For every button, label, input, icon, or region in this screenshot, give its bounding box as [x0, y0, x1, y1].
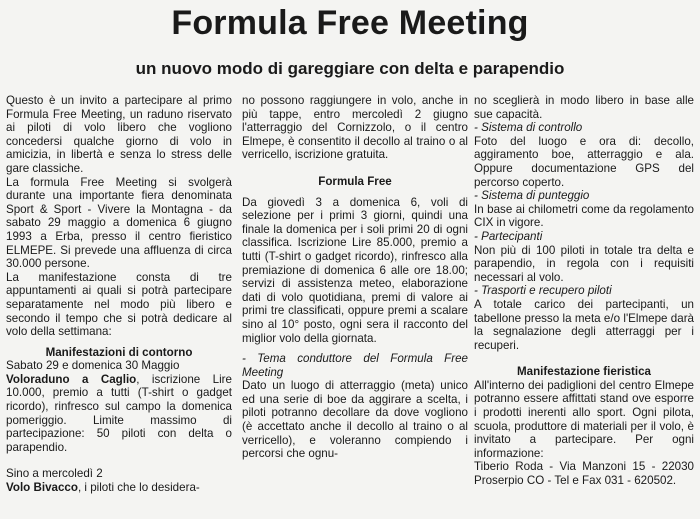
controllo-paragraph: Foto del luogo e ora di: decollo, aggiramento boe, atterraggio e ala. Oppure documentazione GPS del percorso coperto.: [474, 134, 694, 189]
formula-free-paragraph: Da giovedì 3 a domenica 6, voli di selezione per i primi 3 giorni, quindi una finale la domenica per i soli primi 20 di ogni classifica. Iscrizione Lire 85.000, premio a tutti (T-shirt o gadget ricordo), rinfresco alla premiazione di domenica 6 alle ore 18.00; servizi di assistenza meteo, elaborazione dati di volo quotidiana, premi di valore ai primi tre classificati, oppure premi a scalare sino al 10° posto, ogni sera il racconto del miglior volo della giornata.: [242, 195, 468, 345]
bivacco-text: , i piloti che lo desidera-: [77, 481, 200, 495]
appointments-paragraph: La manifestazione consta di tre appuntamenti ai quali si potrà partecipare separatamente nel modo più libero e secondo il tempo che si potrà dedicare al volo della settimana:: [6, 270, 232, 339]
fair-paragraph: La formula Free Meeting si svolgerà durante una importante fiera denominata Sport & Sport - Vivere la Montagna - da sabato 29 maggio a domenica 6 giugno 1993 a Erba, presso il centro fieristico ELMEPE. Si prevede una affluenza di circa 30.000 persone.: [6, 175, 232, 271]
article-subtitle: un nuovo modo di gareggiare con delta e parapendio: [135, 59, 565, 78]
column-2: [242, 94, 468, 461]
caglio-dates: Sabato 29 e domenica 30 Maggio: [6, 359, 180, 373]
intro-paragraph: Questo è un invito a partecipare al primo Formula Free Meeting, un raduno riservato ai piloti di volo libero che vogliono concedersi qualche giorno di volo in amicizia, in libertà e senza lo stress delle gare classiche.: [6, 94, 232, 175]
contact-info: Tiberio Roda - Via Manzoni 15 - 22030 Proserpio CO - Tel e Fax 031 - 620502.: [474, 460, 694, 488]
column-3: [474, 94, 694, 488]
article-title: Formula Free Meeting: [171, 4, 529, 42]
tema-paragraph: Dato un luogo di atterraggio (meta) unico ed una serie di boe da aggirare a scelta, i piloti potranno decollare da dove vogliono (è accettato anche il decollo al traino o al verricello), e voleranno compiendo i percorsi che ognu-: [242, 379, 468, 461]
tema-continued: no sceglierà in modo libero in base alle sue capacità.: [474, 94, 694, 121]
bivacco-dates: Sino a mercoledì 2: [6, 467, 103, 481]
controllo-subheading: - Sistema di controllo: [474, 121, 583, 135]
caglio-paragraph: [6, 373, 232, 455]
trasporti-paragraph: A totale carico dei partecipanti, un tabellone presso la meta e/o l'Elmepe darà la segnalazione degli atterraggi per i recuperi.: [474, 297, 694, 352]
caglio-text: , iscrizione Lire 10.000, premio a tutti (T-shirt o gadget ricordo), rinfresco sul campo la domenica pomeriggio. Limite massimo di partecipazione: 50 piloti con delta o parapendio.: [6, 372, 232, 454]
heading-fieristica: Manifestazione fieristica: [516, 365, 651, 379]
fieristica-paragraph: All'interno dei padiglioni del centro Elmepe potranno essere affittati stand ove esporre i prodotti inerenti allo sport. Ogni pilota, scuola, produttore di materiali per il volo, è invitato a partecipare. Per ogni informazione:: [474, 378, 694, 460]
heading-contorno: Manifestazioni di contorno: [45, 345, 193, 359]
column-1: [6, 94, 232, 495]
punteggio-subheading: - Sistema di punteggio: [474, 189, 590, 203]
bivacco-paragraph: [6, 481, 232, 495]
partecipanti-subheading: - Partecipanti: [474, 229, 543, 243]
bivacco-continued: no possono raggiungere in volo, anche in più tappe, entro mercoledì 2 giugno l'atterraggio del Cornizzolo, o il centro Elmepe, è consentito il decollo al traino o al verricello, iscrizione gratuita.: [242, 94, 468, 162]
volo-bivacco-label: Volo Bivacco: [6, 481, 78, 495]
trasporti-subheading: - Trasporti e recupero piloti: [474, 284, 612, 298]
partecipanti-paragraph: Non più di 100 piloti in totale tra delta e parapendio, in regola con i requisiti necessari al volo.: [474, 243, 694, 284]
heading-formula-free: Formula Free: [318, 174, 392, 188]
tema-subheading: - Tema conduttore del Formula Free Meeting: [242, 352, 468, 379]
punteggio-paragraph: In base ai chilometri come da regolamento CIX in vigore.: [474, 202, 694, 230]
voloraduno-caglio-label: Voloraduno a Caglio: [6, 372, 137, 386]
